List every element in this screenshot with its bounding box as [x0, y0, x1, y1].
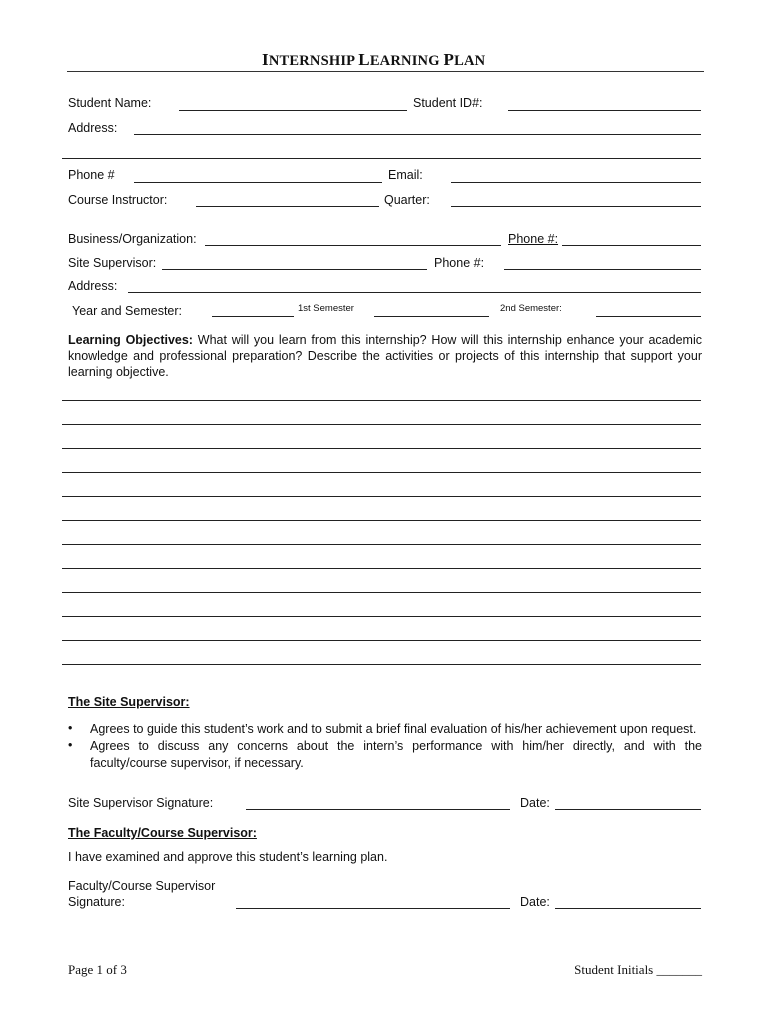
phone-label: Phone #: [68, 168, 115, 182]
second-semester-label: 2nd Semester:: [500, 303, 562, 314]
address-line2-field[interactable]: [62, 143, 701, 159]
site-address-label: Address:: [68, 279, 118, 293]
supervisor-agreement-1: Agrees to guide this student’s work and to submit a brief final evaluation of his/her achievement upon request.: [90, 722, 697, 736]
objective-line[interactable]: [62, 664, 701, 665]
faculty-signature-label-1: Faculty/Course Supervisor: [68, 879, 216, 893]
faculty-statement: I have examined and approve this student’s learning plan.: [68, 850, 388, 864]
page-number: Page 1 of 3: [68, 962, 127, 977]
business-phone-field[interactable]: [562, 230, 701, 246]
objective-line[interactable]: [62, 640, 701, 641]
learning-objectives-label: Learning Objectives:: [68, 333, 193, 347]
first-semester-label: 1st Semester: [298, 303, 354, 314]
address-field[interactable]: [134, 119, 701, 135]
email-label: Email:: [388, 168, 423, 182]
quarter-label: Quarter:: [384, 193, 430, 207]
student-name-label: Student Name:: [68, 96, 152, 110]
site-address-field[interactable]: [128, 277, 701, 293]
site-supervisor-date-label: Date:: [520, 796, 550, 810]
site-supervisor-label: Site Supervisor:: [68, 256, 157, 270]
first-semester-value-field[interactable]: [374, 301, 489, 317]
student-initials: Student Initials _______: [574, 962, 702, 977]
business-label: Business/Organization:: [68, 232, 197, 246]
site-supervisor-signature-label: Site Supervisor Signature:: [68, 796, 214, 810]
faculty-date-field[interactable]: [555, 893, 701, 909]
student-name-field[interactable]: [179, 95, 407, 111]
faculty-heading: The Faculty/Course Supervisor:: [68, 826, 257, 840]
objective-line[interactable]: [62, 520, 701, 521]
objective-line[interactable]: [62, 448, 701, 449]
business-phone-label: Phone #:: [508, 232, 559, 246]
bullet-icon: •: [68, 738, 73, 752]
course-instructor-label: Course Instructor:: [68, 193, 168, 207]
objective-line[interactable]: [62, 496, 701, 497]
faculty-date-label: Date:: [520, 895, 550, 909]
phone-field[interactable]: [134, 167, 382, 183]
bullet-icon: •: [68, 721, 73, 735]
year-semester-label: Year and Semester:: [72, 304, 183, 318]
objective-line[interactable]: [62, 592, 701, 593]
email-field[interactable]: [451, 167, 701, 183]
objective-line[interactable]: [62, 568, 701, 569]
page-title: INTERNSHIP LEARNING PLAN: [262, 50, 486, 69]
site-supervisor-date-field[interactable]: [555, 794, 701, 810]
site-supervisor-field[interactable]: [162, 254, 427, 270]
objective-line[interactable]: [62, 616, 701, 617]
learning-objectives-text: What will you learn from this internship? How will this internship enhance your academic knowledge and professional preparation? Describe the activities or projects of this internship that support your learning objective.: [68, 333, 702, 379]
quarter-field[interactable]: [451, 191, 701, 207]
student-id-field[interactable]: [508, 95, 701, 111]
objective-line[interactable]: [62, 544, 701, 545]
objective-line[interactable]: [62, 424, 701, 425]
course-instructor-field[interactable]: [196, 191, 379, 207]
learning-objectives: [68, 332, 702, 380]
site-phone-field[interactable]: [504, 254, 701, 270]
first-semester-field[interactable]: [212, 301, 294, 317]
supervisor-agreement-2: Agrees to discuss any concerns about the intern’s performance with him/her directly, and with the faculty/course supervisor, if necessary.: [90, 739, 702, 770]
site-supervisor-heading: The Site Supervisor:: [68, 695, 190, 709]
site-phone-label: Phone #:: [434, 256, 485, 270]
objective-line[interactable]: [62, 400, 701, 401]
address-label: Address:: [68, 121, 118, 135]
objective-line[interactable]: [62, 472, 701, 473]
second-semester-field[interactable]: [596, 301, 701, 317]
title-rule: [67, 71, 704, 72]
business-field[interactable]: [205, 230, 501, 246]
site-supervisor-signature-field[interactable]: [246, 794, 510, 810]
student-id-label: Student ID#:: [413, 96, 483, 110]
faculty-signature-label-2: Signature:: [68, 895, 125, 909]
faculty-signature-field[interactable]: [236, 893, 510, 909]
